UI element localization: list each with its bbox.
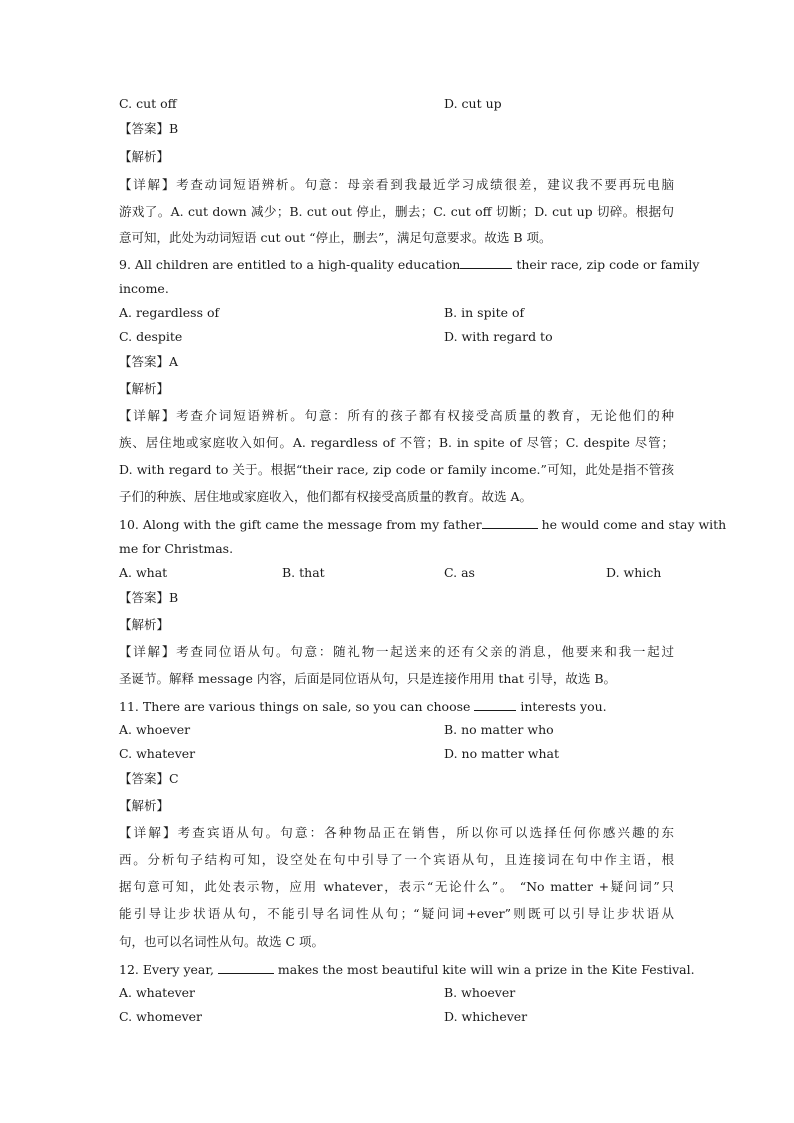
q10-detail-line-2: 圣诞节。解释 message 内容，后面是同位语从句，只是连接作用用 that 引导，故选 B。 (119, 671, 617, 686)
q10-stem-part-2: he would come and stay with (537, 517, 727, 532)
q10-option-c: C. as (444, 565, 475, 580)
q12-option-b: B. whoever (444, 985, 516, 1000)
q9-option-b: B. in spite of (444, 305, 525, 320)
q8-analysis-label: 【解析】 (119, 149, 170, 164)
q12-stem (119, 961, 695, 978)
q9-detail-line-3: D. with regard to 关于。根据“their race, zip code or family income.”可知，此处是指不管孩 (119, 462, 674, 477)
q10-stem-line-2: me for Christmas. (119, 541, 234, 556)
q8-option-c: C. cut off (119, 96, 177, 111)
q10-detail-line-1: 【详解】考查同位语从句。句意：随礼物一起送来的还有父亲的消息，他要来和我一起过 (119, 644, 674, 659)
q8-option-d: D. cut up (444, 96, 502, 111)
q9-option-d: D. with regard to (444, 329, 553, 344)
q11-detail-line-2: 西。分析句子结构可知，设空处在句中引导了一个宾语从句，且连接词在句中作主语，根 (119, 852, 674, 867)
q9-stem-line-1 (119, 256, 700, 273)
q9-blank (460, 256, 512, 269)
q11-detail-line-4: 能引导让步状语从句，不能引导名词性从句；“疑问词+ever”则既可以引导让步状语从 (119, 906, 674, 921)
q11-blank (474, 698, 516, 711)
q10-analysis-label: 【解析】 (119, 617, 170, 632)
q10-answer: 【答案】B (119, 590, 179, 605)
q11-option-a: A. whoever (119, 722, 191, 737)
q8-detail-line-2: 游戏了。A. cut down 减少；B. cut out 停止，删去；C. cut off 切断；D. cut up 切碎。根据句 (119, 204, 674, 219)
q9-analysis-label: 【解析】 (119, 381, 170, 396)
q9-stem-part-2: their race, zip code or family (512, 257, 700, 272)
q9-detail-line-1: 【详解】考查介词短语辨析。句意：所有的孩子都有权接受高质量的教育，无论他们的种 (119, 408, 674, 423)
q9-option-a: A. regardless of (119, 305, 220, 320)
q12-option-d: D. whichever (444, 1009, 528, 1024)
q9-stem-part-1: 9. All children are entitled to a high-quality education (119, 257, 461, 272)
q11-detail-line-1: 【详解】考查宾语从句。句意：各种物品正在销售，所以你可以选择任何你感兴趣的东 (119, 825, 674, 840)
q11-detail-line-3: 据句意可知，此处表示物，应用 whatever，表示“无论什么”。 “No matter +疑问词”只 (119, 879, 674, 894)
q8-detail-line-3: 意可知，此处为动词短语 cut out “停止，删去”，满足句意要求。故选 B 项。 (119, 230, 552, 245)
q9-option-c: C. despite (119, 329, 183, 344)
q12-stem-part-1: 12. Every year, (119, 962, 218, 977)
q12-option-a: A. whatever (119, 985, 196, 1000)
q11-option-d: D. no matter what (444, 746, 559, 761)
q10-option-a: A. what (119, 565, 168, 580)
q12-stem-part-2: makes the most beautiful kite will win a prize in the Kite Festival. (273, 962, 695, 977)
q11-stem-part-2: interests you. (516, 699, 607, 714)
q10-blank (482, 516, 538, 529)
q9-answer: 【答案】A (119, 354, 179, 369)
q9-stem-line-2: income. (119, 281, 169, 296)
q10-option-b: B. that (282, 565, 325, 580)
q10-stem-line-1 (119, 516, 726, 533)
q11-option-b: B. no matter who (444, 722, 554, 737)
q11-stem (119, 698, 607, 715)
q11-detail-line-5: 句，也可以名词性从句。故选 C 项。 (119, 934, 325, 949)
q12-option-c: C. whomever (119, 1009, 203, 1024)
q9-detail-line-4: 子们的种族、居住地或家庭收入，他们都有权接受高质量的教育。故选 A。 (119, 489, 533, 504)
q8-answer: 【答案】B (119, 121, 179, 136)
q12-blank (218, 961, 274, 974)
q10-option-d: D. which (606, 565, 662, 580)
q11-answer: 【答案】C (119, 771, 179, 786)
q9-detail-line-2: 族、居住地或家庭收入如何。A. regardless of 不管；B. in spite of 尽管；C. despite 尽管； (119, 435, 674, 450)
q11-stem-part-1: 11. There are various things on sale, so you can choose (119, 699, 475, 714)
q11-analysis-label: 【解析】 (119, 798, 170, 813)
q11-option-c: C. whatever (119, 746, 196, 761)
q8-detail-line-1: 【详解】考查动词短语辨析。句意：母亲看到我最近学习成绩很差，建议我不要再玩电脑 (119, 177, 674, 192)
q10-stem-part-1: 10. Along with the gift came the message from my father (119, 517, 482, 532)
